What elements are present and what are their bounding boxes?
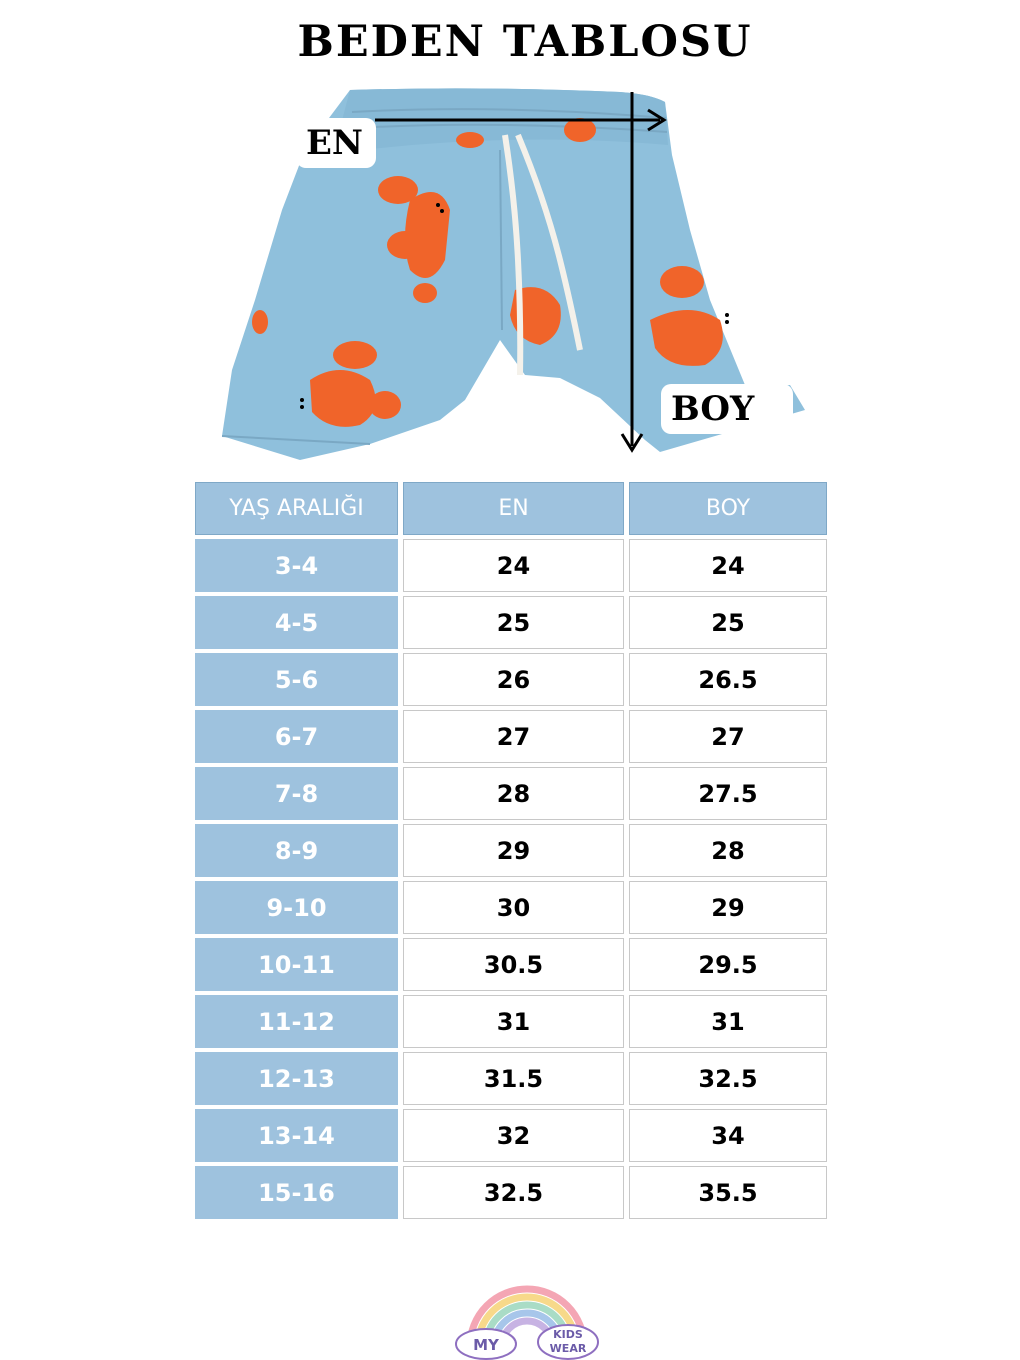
length-cell: 25 — [629, 596, 827, 649]
width-cell: 31.5 — [403, 1052, 624, 1105]
logo-text-my: MY — [473, 1336, 499, 1354]
my-kids-wear-logo — [452, 1284, 602, 1360]
table-row — [195, 824, 827, 877]
age-cell: 15-16 — [195, 1166, 398, 1219]
table-row — [195, 539, 827, 592]
length-cell: 24 — [629, 539, 827, 592]
width-cell: 26 — [403, 653, 624, 706]
size-chart-table — [190, 478, 832, 1223]
page-title: BEDEN TABLOSU — [297, 17, 753, 67]
length-label: BOY — [661, 384, 793, 434]
table-row — [195, 1166, 827, 1219]
length-cell: 29.5 — [629, 938, 827, 991]
length-cell: 32.5 — [629, 1052, 827, 1105]
length-cell: 34 — [629, 1109, 827, 1162]
width-cell: 31 — [403, 995, 624, 1048]
table-header-row — [195, 482, 827, 535]
width-label: EN — [296, 118, 376, 168]
length-cell: 26.5 — [629, 653, 827, 706]
age-cell: 7-8 — [195, 767, 398, 820]
table-row — [195, 881, 827, 934]
table-row — [195, 1052, 827, 1105]
age-cell: 10-11 — [195, 938, 398, 991]
width-cell: 28 — [403, 767, 624, 820]
width-cell: 30.5 — [403, 938, 624, 991]
age-cell: 4-5 — [195, 596, 398, 649]
width-cell: 32 — [403, 1109, 624, 1162]
length-cell: 29 — [629, 881, 827, 934]
width-cell: 29 — [403, 824, 624, 877]
width-cell: 27 — [403, 710, 624, 763]
logo-text-wear: WEAR — [549, 1342, 587, 1355]
header-width: EN — [403, 482, 624, 535]
age-cell: 6-7 — [195, 710, 398, 763]
table-row — [195, 710, 827, 763]
age-cell: 12-13 — [195, 1052, 398, 1105]
length-cell: 31 — [629, 995, 827, 1048]
table-row — [195, 596, 827, 649]
age-cell: 11-12 — [195, 995, 398, 1048]
age-cell: 13-14 — [195, 1109, 398, 1162]
length-cell: 27.5 — [629, 767, 827, 820]
width-cell: 24 — [403, 539, 624, 592]
age-cell: 8-9 — [195, 824, 398, 877]
table-row — [195, 1109, 827, 1162]
age-cell: 9-10 — [195, 881, 398, 934]
table-row — [195, 938, 827, 991]
table-row — [195, 995, 827, 1048]
shorts-illustration — [0, 0, 1020, 470]
width-cell: 32.5 — [403, 1166, 624, 1219]
length-cell: 35.5 — [629, 1166, 827, 1219]
logo-text-kids: KIDS — [553, 1328, 583, 1341]
length-cell: 28 — [629, 824, 827, 877]
width-cell: 30 — [403, 881, 624, 934]
age-cell: 3-4 — [195, 539, 398, 592]
length-cell: 27 — [629, 710, 827, 763]
age-cell: 5-6 — [195, 653, 398, 706]
table-row — [195, 653, 827, 706]
width-cell: 25 — [403, 596, 624, 649]
table-row — [195, 767, 827, 820]
header-age-range: YAŞ ARALIĞI — [195, 482, 398, 535]
header-length: BOY — [629, 482, 827, 535]
